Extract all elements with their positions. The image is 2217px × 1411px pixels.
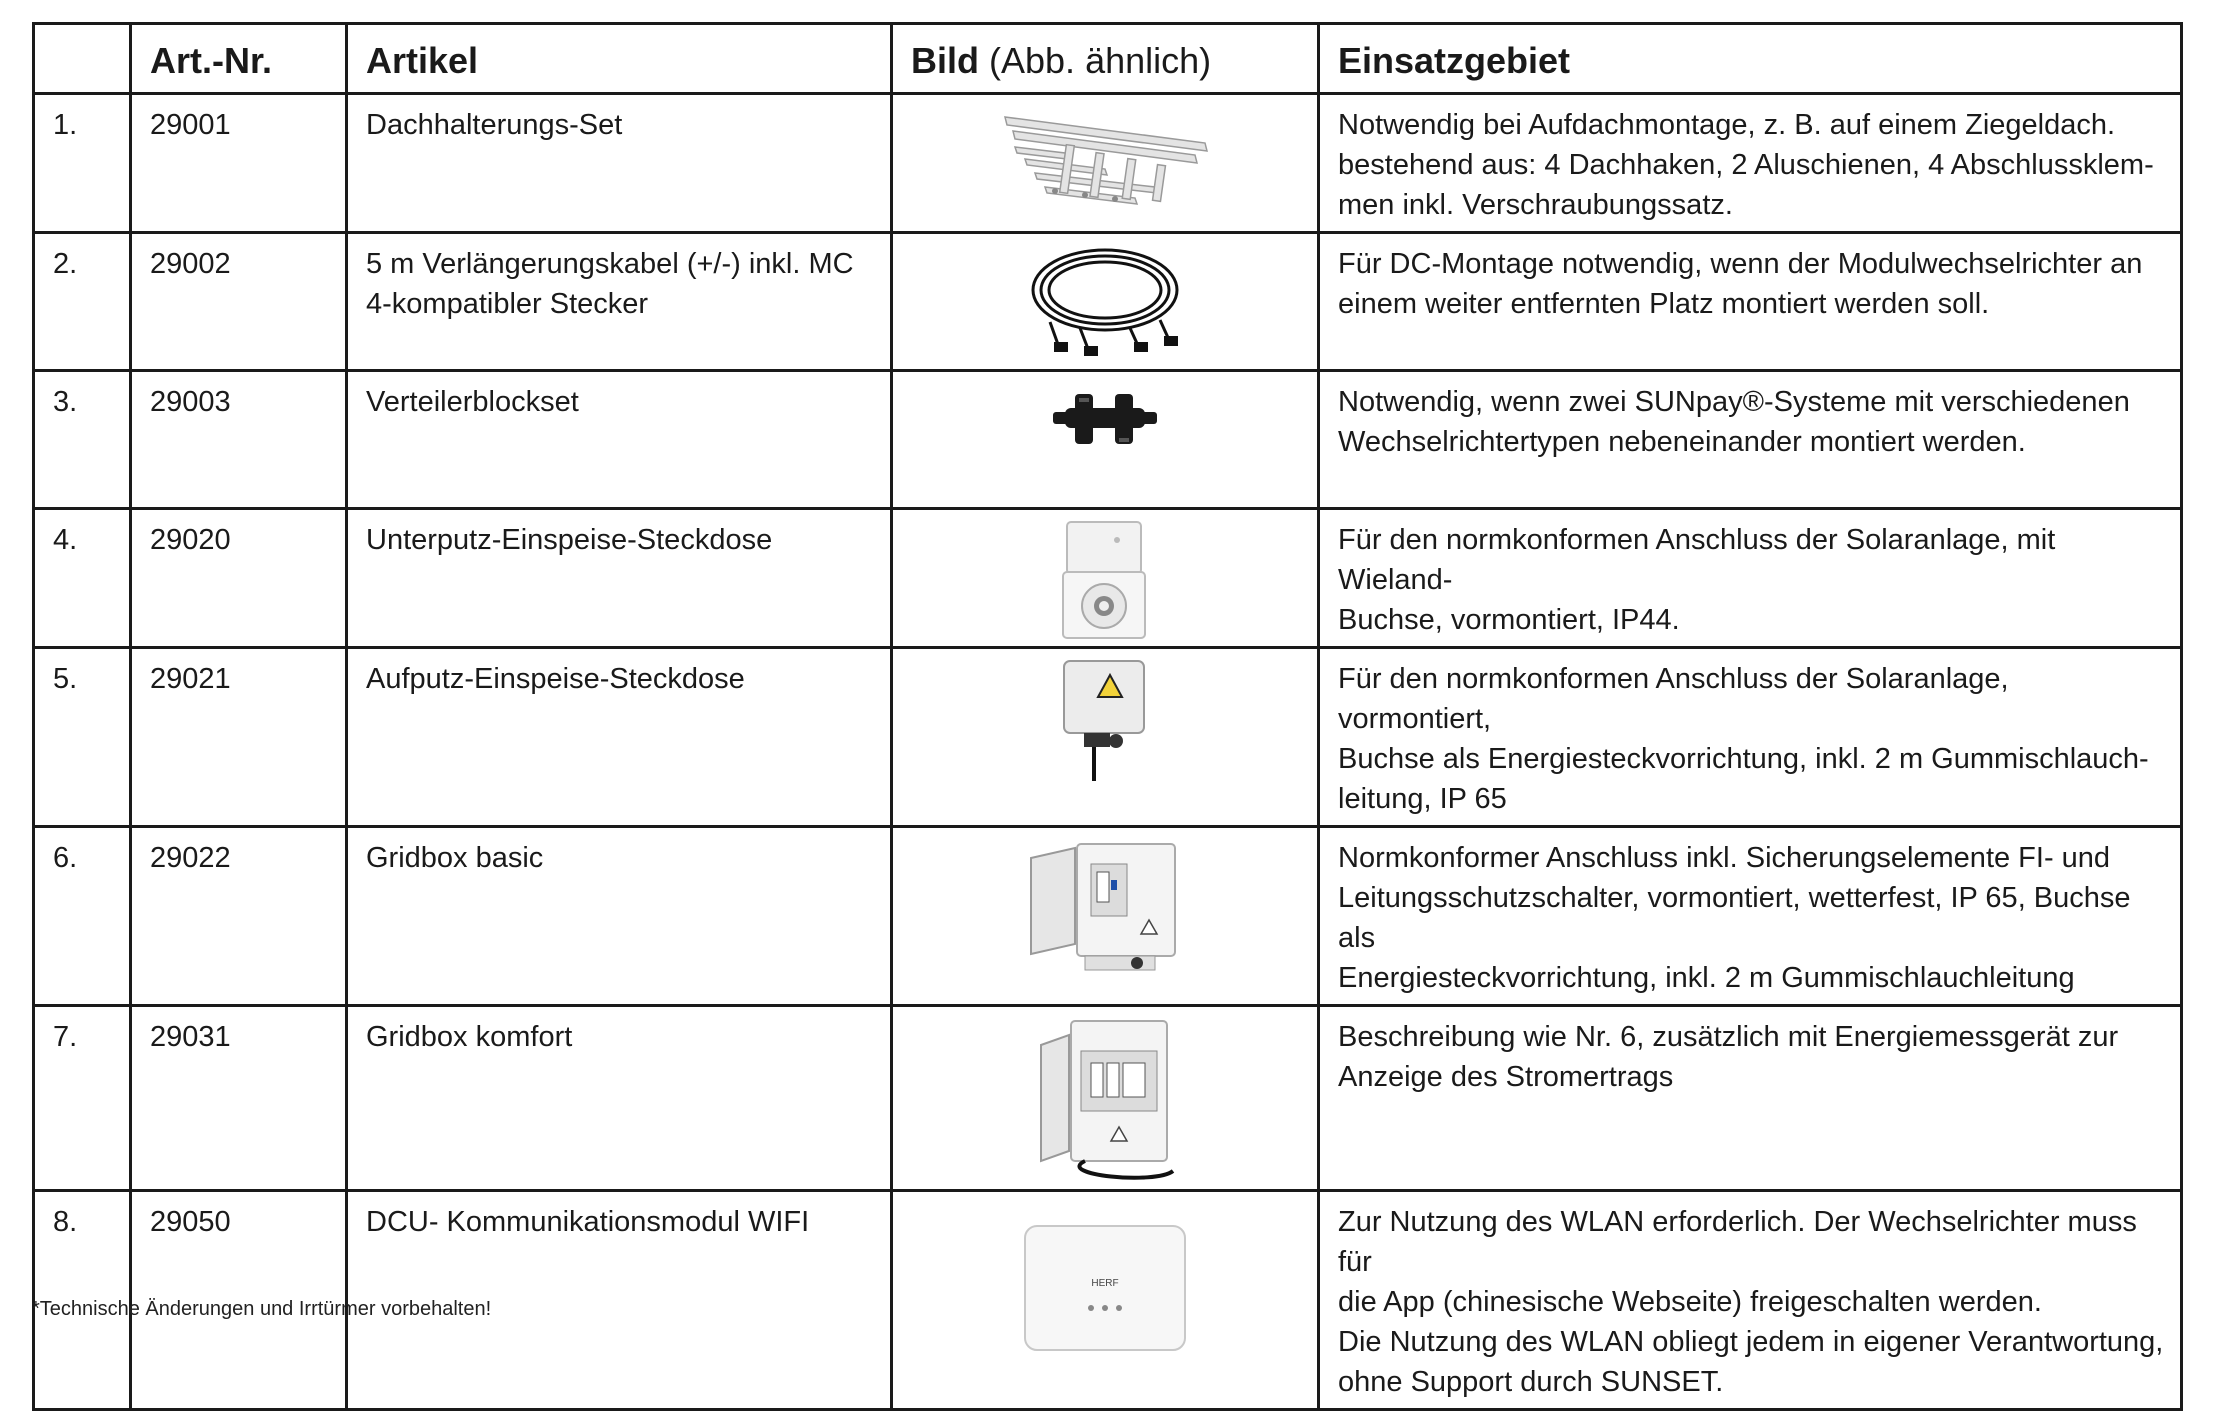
surface-socket-image [1050, 657, 1160, 783]
product-image-cell [892, 509, 1319, 648]
table-row [34, 648, 2182, 827]
article-name: Gridbox basic [347, 827, 892, 1006]
article-name [347, 233, 892, 371]
extension-cable-image [1020, 242, 1190, 362]
row-number: 6. [34, 827, 131, 1006]
article-number: 29020 [131, 509, 347, 648]
table-row [34, 94, 2182, 233]
usage-line: men inkl. Verschraubungssatz. [1338, 189, 1733, 221]
article-name: Gridbox komfort [347, 1006, 892, 1191]
usage-description [1319, 648, 2182, 827]
usage-line: Buchse, vormontiert, IP44. [1338, 604, 1680, 636]
usage-line: Zur Nutzung des WLAN erforderlich. Der Wechselrichter muss für [1338, 1206, 2137, 1278]
product-image-cell [892, 1191, 1319, 1410]
usage-line: Buchse als Energiesteckvorrichtung, inkl. 2 m Gummischlauch- [1338, 743, 2149, 775]
article-name-line: 5 m Verlängerungskabel (+/-) inkl. MC [366, 248, 854, 280]
usage-line: einem weiter entfernten Platz montiert werden soll. [1338, 288, 1990, 320]
product-image-cell [892, 371, 1319, 509]
header-bild-light: (Abb. ähnlich) [989, 39, 1212, 81]
usage-line: Notwendig bei Aufdachmontage, z. B. auf einem Ziegeldach. [1338, 109, 2116, 141]
usage-description [1319, 1191, 2182, 1410]
header-bild-bold: Bild [911, 39, 979, 81]
usage-line: Wechselrichtertypen nebeneinander montiert werden. [1338, 426, 2026, 458]
usage-line: Notwendig, wenn zwei SUNpay®-Systeme mit verschiedenen [1338, 386, 2130, 418]
footnote: *Technische Änderungen und Irrtürmer vorbehalten! [32, 1298, 492, 1320]
wifi-module-image [1015, 1218, 1195, 1358]
article-number: 29021 [131, 648, 347, 827]
usage-line: Für den normkonformen Anschluss der Solaranlage, vormontiert, [1338, 663, 2009, 735]
header-row [34, 24, 2182, 94]
article-name: Aufputz-Einspeise-Steckdose [347, 648, 892, 827]
row-number: 8. [34, 1191, 131, 1410]
usage-line: Für den normkonformen Anschluss der Solaranlage, mit Wieland- [1338, 524, 2056, 596]
article-number: 29022 [131, 827, 347, 1006]
usage-line: Normkonformer Anschluss inkl. Sicherungselemente FI- und [1338, 842, 2111, 874]
usage-line: Leitungsschutzschalter, vormontiert, wetterfest, IP 65, Buchse als [1338, 882, 2131, 954]
row-number: 7. [34, 1006, 131, 1191]
article-name: Dachhalterungs-Set [347, 94, 892, 233]
usage-description [1319, 371, 2182, 509]
header-num [34, 24, 131, 94]
gridbox-komfort-image [1035, 1015, 1175, 1185]
usage-line: Für DC-Montage notwendig, wenn der Modulwechselrichter an [1338, 248, 2143, 280]
row-number: 4. [34, 509, 131, 648]
usage-line: die App (chinesische Webseite) freigeschalten werden. [1338, 1286, 2042, 1318]
article-number: 29031 [131, 1006, 347, 1191]
flush-socket-image [1055, 518, 1155, 642]
usage-description [1319, 1006, 2182, 1191]
usage-description [1319, 509, 2182, 648]
usage-line: Anzeige des Stromertrags [1338, 1061, 1674, 1093]
header-einsatzgebiet: Einsatzgebiet [1319, 24, 2182, 94]
row-number: 5. [34, 648, 131, 827]
article-name: DCU- Kommunikationsmodul WIFI [347, 1191, 892, 1410]
table-row [34, 371, 2182, 509]
header-bild [892, 24, 1319, 94]
usage-line: bestehend aus: 4 Dachhaken, 2 Aluschienen, 4 Abschlussklem- [1338, 149, 2154, 181]
article-name: Verteilerblockset [347, 371, 892, 509]
table-row [34, 827, 2182, 1006]
usage-line: Energiesteckvorrichtung, inkl. 2 m Gummischlauchleitung [1338, 962, 2075, 994]
product-image-cell [892, 94, 1319, 233]
usage-line: Die Nutzung des WLAN obliegt jedem in eigener Verantwortung, [1338, 1326, 2164, 1358]
usage-line: Beschreibung wie Nr. 6, zusätzlich mit Energiemessgerät zur [1338, 1021, 2119, 1053]
usage-line: ohne Support durch SUNSET. [1338, 1366, 1724, 1398]
header-art-nr: Art.-Nr. [131, 24, 347, 94]
row-number: 2. [34, 233, 131, 371]
article-number: 29050 [131, 1191, 347, 1410]
article-number: 29001 [131, 94, 347, 233]
row-number: 3. [34, 371, 131, 509]
gridbox-basic-image [1025, 836, 1185, 974]
product-image-cell [892, 648, 1319, 827]
product-image-cell [892, 233, 1319, 371]
usage-description [1319, 827, 2182, 1006]
distributor-block-image [1045, 380, 1165, 460]
usage-line: leitung, IP 65 [1338, 783, 1507, 815]
article-name-line: 4-kompatibler Stecker [366, 288, 649, 320]
article-number: 29002 [131, 233, 347, 371]
header-artikel: Artikel [347, 24, 892, 94]
row-number: 1. [34, 94, 131, 233]
product-image-cell [892, 827, 1319, 1006]
usage-description [1319, 233, 2182, 371]
article-number: 29003 [131, 371, 347, 509]
product-table [32, 22, 2183, 1411]
usage-description [1319, 94, 2182, 233]
article-name: Unterputz-Einspeise-Steckdose [347, 509, 892, 648]
product-image-cell [892, 1006, 1319, 1191]
table-row [34, 1006, 2182, 1191]
table-row [34, 233, 2182, 371]
wifi-module-brand-label: HERF [1091, 1278, 1119, 1289]
table-row [34, 509, 2182, 648]
roof-mount-set-image [985, 103, 1225, 213]
